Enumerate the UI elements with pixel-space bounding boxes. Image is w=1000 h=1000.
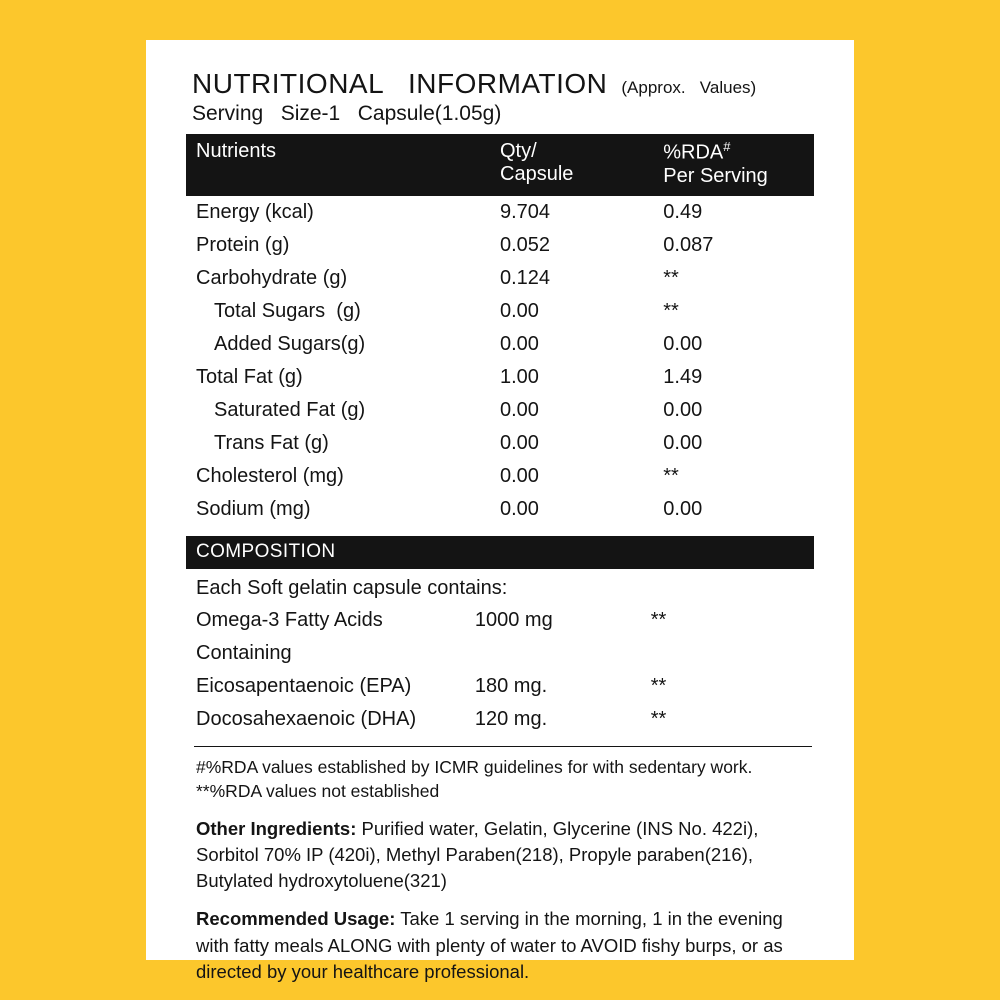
nutrient-rda: 0.00	[663, 398, 703, 421]
table-row	[186, 460, 814, 493]
approx-values-note: (Approx. Values)	[621, 78, 757, 97]
list-item	[186, 670, 814, 703]
ingredient-qty: 120 mg.	[474, 707, 548, 730]
serving-size-line: Serving Size-1 Capsule(1.05g)	[192, 102, 502, 125]
column-header-rda	[663, 134, 814, 196]
nutrient-rda: 0.00	[663, 431, 703, 454]
nutrient-name: Cholesterol (mg)	[196, 464, 344, 487]
table-row	[186, 493, 814, 526]
nutrient-name: Energy (kcal)	[196, 200, 314, 223]
nutrient-rda: **	[663, 299, 679, 322]
nutrient-name: Sodium (mg)	[196, 497, 311, 520]
ingredient-name: Containing	[196, 641, 292, 664]
page-title: NUTRITIONAL INFORMATION	[192, 68, 608, 99]
table-row	[186, 295, 814, 328]
nutrient-rda: 0.00	[663, 332, 703, 355]
nutrient-rda: 0.49	[663, 200, 703, 223]
nutrient-name: Saturated Fat (g)	[214, 398, 366, 421]
nutrient-name: Trans Fat (g)	[214, 431, 329, 454]
footnote-rda-icmr: #%RDA values established by ICMR guidelines for with sedentary work.	[196, 756, 753, 777]
nutrient-qty: 0.00	[500, 497, 539, 520]
nutrient-qty: 0.00	[500, 299, 539, 322]
ingredient-rda: **	[650, 674, 667, 697]
table-row	[186, 196, 814, 229]
nutrient-qty: 1.00	[500, 365, 539, 388]
recommended-usage-heading: Recommended Usage:	[196, 908, 396, 930]
ingredient-qty: 180 mg.	[474, 674, 548, 697]
nutrient-rda: **	[663, 266, 679, 289]
ingredient-name: Eicosapentaenoic (EPA)	[196, 674, 412, 697]
nutrition-label-card	[146, 40, 854, 982]
nutrient-qty: 0.00	[500, 464, 539, 487]
nutrient-name: Carbohydrate (g)	[196, 266, 348, 289]
other-ingredients-text: Purified water, Gelatin, Glycerine (INS No. 422i), Sorbitol 70% IP (420i), Methyl Paraben(218), Propyle paraben(216), Butylated hydroxytoluene(321)	[196, 817, 759, 892]
table-row	[186, 328, 814, 361]
recommended-usage-text: Take 1 serving in the morning, 1 in the evening with fatty meals ALONG with plenty of water to AVOID fishy burps, or as directed by your healthcare professional.	[196, 908, 783, 982]
table-row	[186, 361, 814, 394]
other-ingredients-heading: Other Ingredients:	[196, 817, 357, 839]
ingredient-qty	[475, 637, 651, 670]
ingredient-qty: 1000 mg	[474, 608, 553, 631]
composition-section-header: COMPOSITION	[186, 536, 814, 569]
nutrient-qty: 9.704	[500, 200, 551, 223]
nutrient-rda: **	[663, 464, 679, 487]
list-item	[186, 703, 814, 736]
nutrient-rda: 0.00	[663, 497, 703, 520]
column-header-qty-line2: Capsule	[500, 163, 574, 185]
ingredient-rda: **	[650, 608, 667, 631]
nutrition-table-header	[186, 134, 814, 196]
list-item	[186, 637, 814, 670]
ingredient-name: Omega-3 Fatty Acids	[196, 608, 383, 631]
nutrient-qty: 0.124	[500, 266, 551, 289]
ingredient-rda: **	[650, 707, 667, 730]
rda-footnote-marker: #	[723, 139, 731, 154]
table-row	[186, 427, 814, 460]
column-header-nutrients: Nutrients	[186, 134, 500, 196]
ingredient-name: Docosahexaenoic (DHA)	[196, 707, 417, 730]
column-header-rda-line2: Per Serving	[663, 164, 768, 187]
nutrition-table	[186, 134, 814, 526]
label-title-row	[192, 68, 814, 100]
list-item	[186, 604, 814, 637]
nutrient-rda: 1.49	[663, 365, 703, 388]
nutrient-rda: 0.087	[663, 233, 714, 256]
column-header-qty-line1: Qty/	[500, 140, 537, 162]
column-header-qty	[500, 134, 663, 196]
table-row	[186, 262, 814, 295]
nutrient-qty: 0.00	[500, 431, 539, 454]
footnote-rda-not-established: **%RDA values not established	[196, 781, 440, 802]
table-row	[186, 394, 814, 427]
nutrient-qty: 0.052	[500, 233, 551, 256]
composition-table	[186, 604, 814, 736]
other-ingredients-paragraph	[186, 816, 814, 895]
nutrient-name: Protein (g)	[196, 233, 290, 256]
nutrient-name: Total Sugars (g)	[214, 299, 361, 322]
composition-intro: Each Soft gelatin capsule contains:	[196, 576, 508, 599]
table-row	[186, 229, 814, 262]
ingredient-rda	[651, 637, 814, 670]
nutrient-name: Total Fat (g)	[196, 365, 303, 388]
column-header-rda-line1: %RDA#	[663, 139, 731, 164]
nutrient-qty: 0.00	[500, 332, 539, 355]
nutrient-name: Added Sugars(g)	[214, 332, 366, 355]
divider	[194, 746, 812, 747]
nutrient-qty: 0.00	[500, 398, 539, 421]
recommended-usage-paragraph	[186, 906, 814, 985]
